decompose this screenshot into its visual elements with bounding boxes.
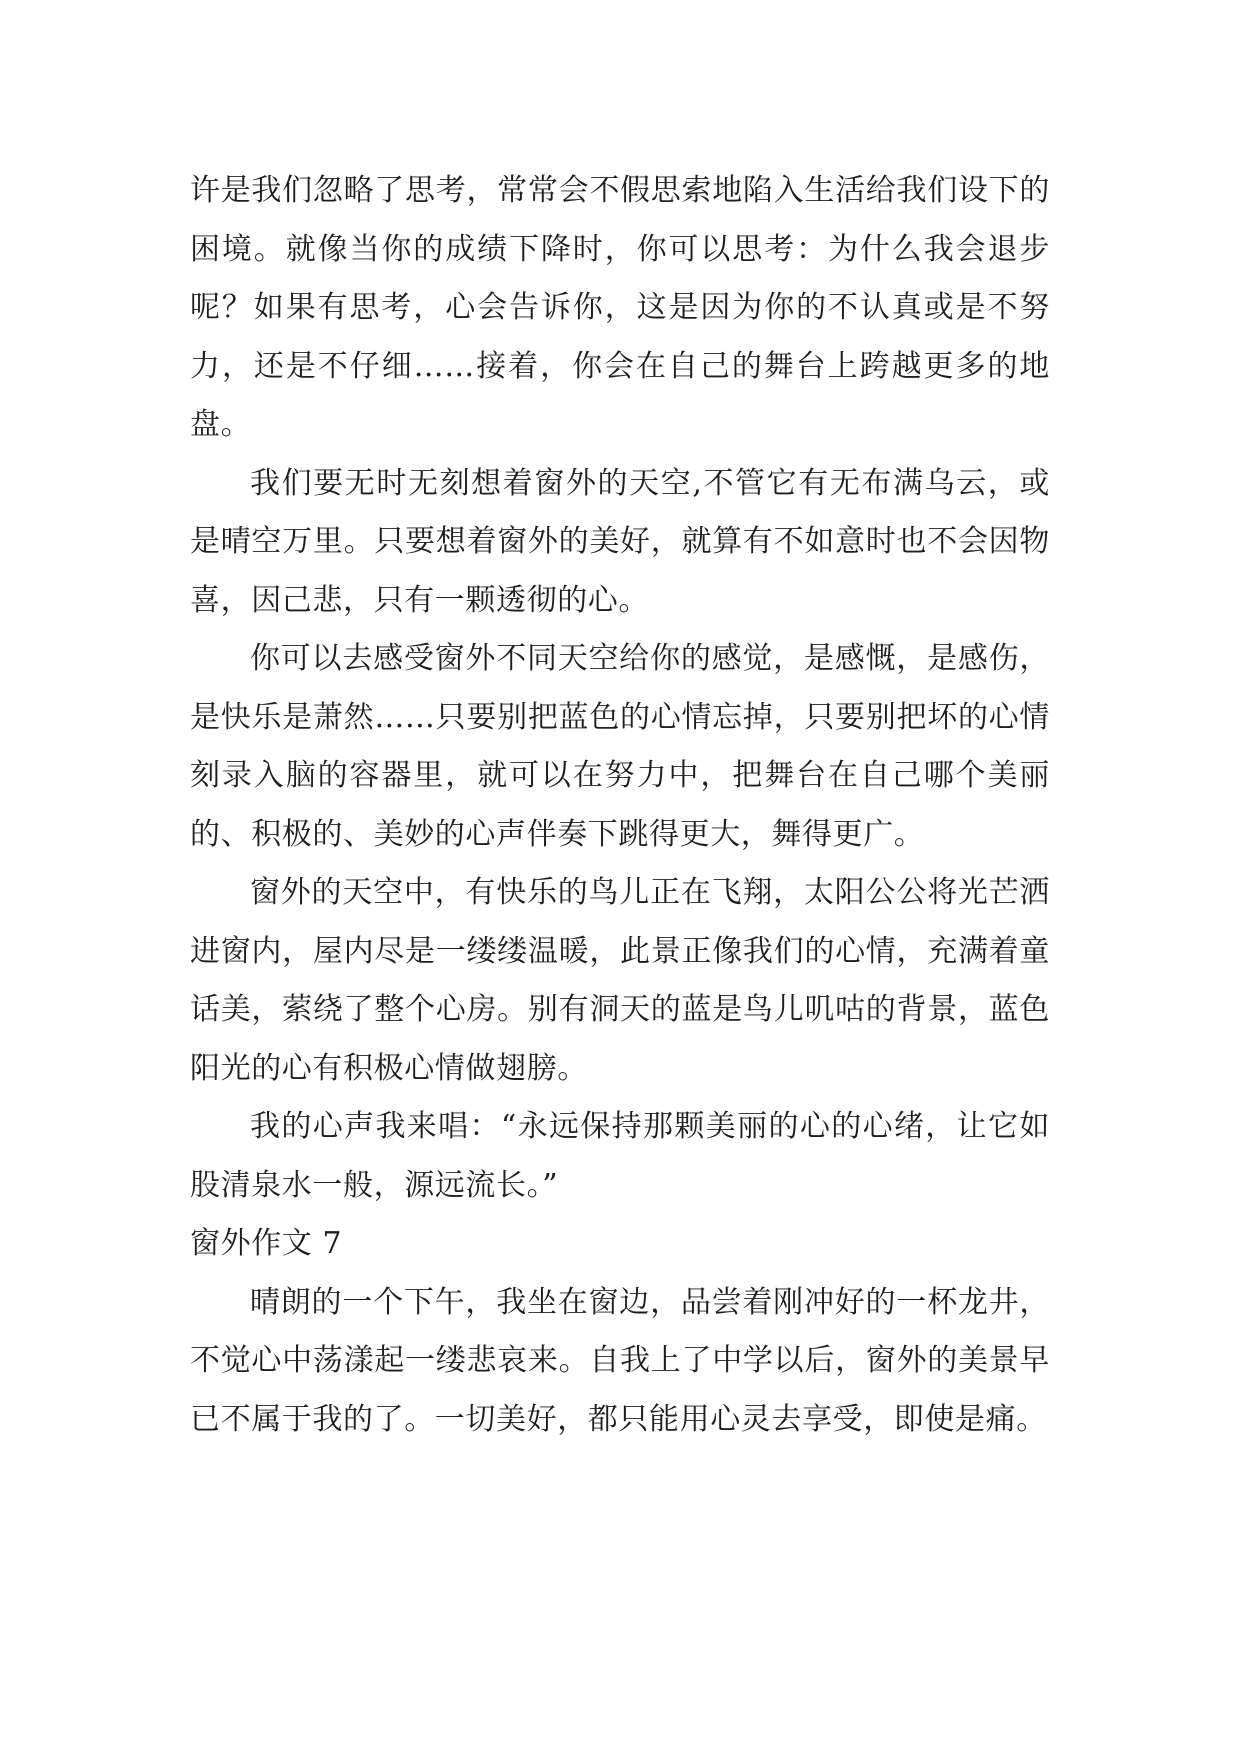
paragraph-6: 晴朗的一个下午，我坐在窗边，品尝着刚冲好的一杯龙井，不觉心中荡漾起一缕悲哀来。自我上了中学以后，窗外的美景早已不属于我的了。一切美好，都只能用心灵去享受，即使是痛。: [190, 1284, 1050, 1437]
paragraph-4: 窗外的天空中，有快乐的鸟儿正在飞翔，太阳公公将光芒洒进窗内，屋内尽是一缕缕温暖，此景正像我们的心情，充满着童话美，萦绕了整个心房。别有洞天的蓝是鸟儿叽咕的背景，蓝色阳光的心有积极心情做翅膀。: [190, 875, 1050, 1086]
paragraph-3: 你可以去感受窗外不同天空给你的感觉，是感慨，是感伤，是快乐是萧然……只要别把蓝色的心情忘掉，只要别把坏的心情刻录入脑的容器里，就可以在努力中，把舞台在自己哪个美丽的、积极的、美妙的心声伴奏下跳得更大，舞得更广。: [190, 641, 1050, 852]
paragraph-1: 许是我们忽略了思考，常常会不假思索地陷入生活给我们设下的困境。就像当你的成绩下降时，你可以思考：为什么我会退步呢？如果有思考，心会告诉你，这是因为你的不认真或是不努力，还是不仔细……接着，你会在自己的舞台上跨越更多的地盘。: [190, 173, 1050, 442]
paragraph-2: 我们要无时无刻想着窗外的天空,不管它有无布满乌云，或是晴空万里。只要想着窗外的美好，就算有不如意时也不会因物喜，因己悲，只有一颗透彻的心。: [190, 465, 1050, 618]
section-title: 窗外作文 7: [190, 1226, 343, 1261]
document-body: [190, 162, 1050, 1449]
paragraph-5: 我的心声我来唱：“永远保持那颗美丽的心的心绪，让它如股清泉水一般，源远流长。”: [190, 1109, 1050, 1203]
